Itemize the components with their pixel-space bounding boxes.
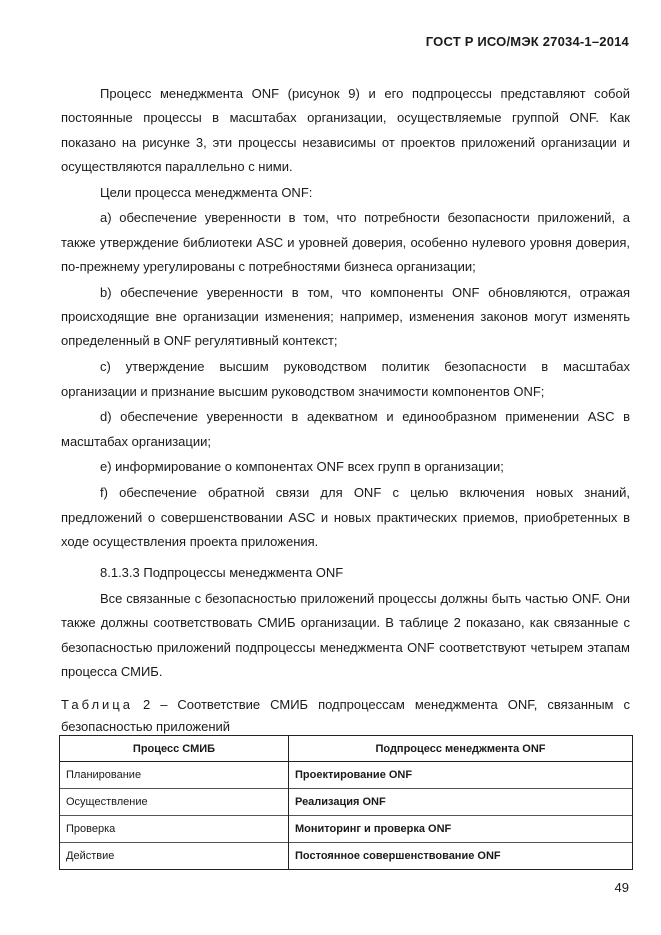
page-number: 49 <box>614 880 629 895</box>
table-row <box>60 789 633 816</box>
table-header-isms-process: Процесс СМИБ <box>60 736 289 762</box>
table-cell-onf-subprocess: Постоянное совершенствование ONF <box>289 843 633 870</box>
correspondence-table <box>59 735 633 870</box>
goal-item-d: d) обеспечение уверенности в адекватном и единообразном применении ASC в масштабах организации; <box>61 409 630 449</box>
table-cell-onf-subprocess: Реализация ONF <box>289 789 633 816</box>
goal-item-a: a) обеспечение уверенности в том, что потребности безопасности приложений, а также утверждение библиотеки ASC и уровней доверия, особенно нулевого уровня доверия, по-прежнему урегулированы с потребностями бизнеса организации; <box>61 210 630 275</box>
table-header-row <box>60 736 633 762</box>
table-row <box>60 762 633 789</box>
goal-item-f: f) обеспечение обратной связи для ONF с целью включения новых знаний, предложений о совершенствовании ASC и новых практических приемов, приобретенных в ходе осуществления проекта приложения. <box>61 485 630 549</box>
goals-heading: Цели процесса менеджмента ONF: <box>100 184 313 200</box>
page-body <box>61 82 630 737</box>
table-caption <box>61 694 630 737</box>
goal-item-e: e) информирование о компонентах ONF всех групп в организации; <box>100 459 504 475</box>
table-cell-onf-subprocess: Проектирование ONF <box>289 762 633 789</box>
table-cell-isms-process: Действие <box>60 843 289 870</box>
table-cell-isms-process: Планирование <box>60 762 289 789</box>
table-cell-isms-process: Проверка <box>60 816 289 843</box>
document-header: ГОСТ Р ИСО/МЭК 27034-1–2014 <box>425 34 629 49</box>
table-row <box>60 843 633 870</box>
table-caption-text: 2 – Соответствие СМИБ подпроцессам менеджмента ONF, связанным с безопасностью приложений <box>61 697 630 734</box>
goal-item-b: b) обеспечение уверенности в том, что компоненты ONF обновляются, отражая происходящие вне организации изменения; например, изменения законов могут изменять определенный в ONF регулятивный контекст; <box>61 284 630 349</box>
table-row <box>60 816 633 843</box>
table-caption-label: Таблица <box>61 697 133 713</box>
section-heading: 8.1.3.3 Подпроцессы менеджмента ONF <box>100 565 344 581</box>
section-paragraph: Все связанные с безопасностью приложений процессы должны быть частью ONF. Они также должны соответствовать СМИБ организации. В таблице 2 показано, как связанные с безопасностью приложений подпроцессы менеджмента ONF соответствуют четырем этапам процесса СМИБ. <box>61 590 630 679</box>
table-cell-onf-subprocess: Мониторинг и проверка ONF <box>289 816 633 843</box>
table-cell-isms-process: Осуществление <box>60 789 289 816</box>
goal-item-c: c) утверждение высшим руководством политик безопасности в масштабах организации и признание высшим руководством значимости компонентов ONF; <box>61 359 630 399</box>
intro-paragraph: Процесс менеджмента ONF (рисунок 9) и его подпроцессы представляют собой постоянные процессы в масштабах организации, осуществляемые группой ONF. Как показано на рисунке 3, эти процессы независимы от проектов приложений организации и осуществляются параллельно с ними. <box>61 86 630 174</box>
table-header-onf-subprocess: Подпроцесс менеджмента ONF <box>289 736 633 762</box>
